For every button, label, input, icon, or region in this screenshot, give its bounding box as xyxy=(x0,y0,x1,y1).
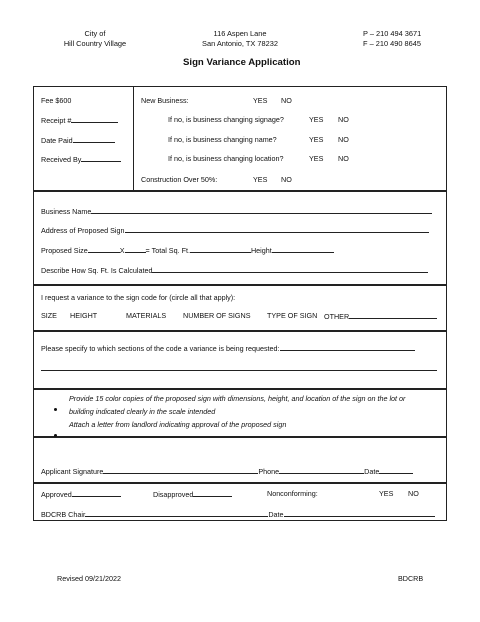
instruction-1-line-2: building indicated clearly in the scale intended xyxy=(69,407,216,416)
option-other[interactable]: OTHER xyxy=(324,312,350,321)
specify-section-box xyxy=(33,331,447,389)
describe-field[interactable] xyxy=(41,265,428,275)
q-signage-yes[interactable]: YES xyxy=(309,115,324,124)
chair-field[interactable] xyxy=(41,509,435,519)
describe-label: Describe How Sq. Ft. Is Calculated xyxy=(41,266,153,275)
nonconforming-yes[interactable]: YES xyxy=(379,489,394,498)
q-signage-label: If no, is business changing signage? xyxy=(168,115,284,124)
chair-date-line[interactable] xyxy=(284,509,435,517)
fax-number: F – 210 490 8645 xyxy=(363,39,421,48)
phone-line[interactable] xyxy=(279,466,364,474)
specify-line-1[interactable] xyxy=(280,343,415,351)
signature-date-label: Date xyxy=(364,467,380,476)
chair-label: BDCRB Chair xyxy=(41,510,86,519)
q-name-yes[interactable]: YES xyxy=(309,135,324,144)
proposed-size-label: Proposed Size xyxy=(41,246,88,255)
specify-field[interactable] xyxy=(41,343,415,353)
disapproved-field[interactable] xyxy=(153,489,232,499)
construction-yes[interactable]: YES xyxy=(253,175,268,184)
new-business-yes[interactable]: YES xyxy=(253,96,268,105)
nonconforming-label: Nonconforming: xyxy=(267,489,318,498)
form-code: BDCRB xyxy=(398,574,424,583)
total-sqft-line[interactable] xyxy=(190,245,251,253)
describe-line[interactable] xyxy=(152,265,428,273)
street-address: 116 Aspen Lane xyxy=(213,29,267,38)
q-location-no[interactable]: NO xyxy=(338,154,349,163)
received-by-label: Received By xyxy=(41,155,82,164)
receipt-label: Receipt # xyxy=(41,116,72,125)
approved-line[interactable] xyxy=(72,489,121,497)
size-length-line[interactable] xyxy=(125,245,146,253)
height-line[interactable] xyxy=(272,245,334,253)
q-name-no[interactable]: NO xyxy=(338,135,349,144)
new-business-no[interactable]: NO xyxy=(281,96,292,105)
new-business-label: New Business: xyxy=(141,96,189,105)
applicant-signature-line[interactable] xyxy=(103,466,258,474)
fee-section-divider xyxy=(133,86,134,191)
phone-number: P – 210 494 3671 xyxy=(363,29,422,38)
nonconforming-no[interactable]: NO xyxy=(408,489,419,498)
receipt-field[interactable] xyxy=(41,115,118,125)
bullet-1 xyxy=(54,398,57,416)
date-paid-line[interactable] xyxy=(73,135,115,143)
q-name-label: If no, is business changing name? xyxy=(168,135,277,144)
applicant-signature-label: Applicant Signature xyxy=(41,467,104,476)
date-paid-field[interactable] xyxy=(41,135,115,145)
phone-label: Phone xyxy=(258,467,280,476)
times-label: X xyxy=(119,246,125,255)
business-name-field[interactable] xyxy=(41,206,432,216)
option-type-of-sign[interactable]: TYPE OF SIGN xyxy=(267,311,318,320)
approved-field[interactable] xyxy=(41,489,121,499)
address-line[interactable] xyxy=(125,225,429,233)
disapproved-label: Disapproved xyxy=(153,490,194,499)
total-sqft-label: = Total Sq. Ft. xyxy=(145,246,190,255)
construction-no[interactable]: NO xyxy=(281,175,292,184)
q-signage-no[interactable]: NO xyxy=(338,115,349,124)
address-field[interactable] xyxy=(41,225,429,235)
specify-line-2[interactable] xyxy=(41,370,437,371)
option-materials[interactable]: MATERIALS xyxy=(126,311,167,320)
chair-date-label: Date xyxy=(268,510,284,519)
city-state-zip: San Antonio, TX 78232 xyxy=(202,39,278,48)
date-paid-label: Date Paid xyxy=(41,136,73,145)
form-title: Sign Variance Application xyxy=(183,57,301,68)
variance-request-label: I request a variance to the sign code for (circle all that apply): xyxy=(41,293,236,302)
revised-date: Revised 09/21/2022 xyxy=(57,574,121,583)
approved-label: Approved xyxy=(41,490,72,499)
received-by-line[interactable] xyxy=(81,154,121,162)
signature-field[interactable] xyxy=(41,466,413,476)
height-label: Height xyxy=(250,246,272,255)
variance-section-box xyxy=(33,285,447,331)
construction-label: Construction Over 50%: xyxy=(141,175,218,184)
specify-label: Please specify to which sections of the code a variance is being requested: xyxy=(41,344,280,353)
address-label: Address of Proposed Sign xyxy=(41,226,125,235)
business-name-label: Business Name xyxy=(41,207,92,216)
option-height[interactable]: HEIGHT xyxy=(70,311,98,320)
received-by-field[interactable] xyxy=(41,154,121,164)
instruction-2: Attach a letter from landlord indicating approval of the proposed sign xyxy=(69,420,287,429)
signature-date-line[interactable] xyxy=(379,466,413,474)
other-line[interactable] xyxy=(349,311,437,319)
option-number-of-signs[interactable]: NUMBER OF SIGNS xyxy=(183,311,251,320)
disapproved-line[interactable] xyxy=(193,489,232,497)
q-location-yes[interactable]: YES xyxy=(309,154,324,163)
proposed-size-field[interactable] xyxy=(41,245,334,255)
instruction-1-line-1: Provide 15 color copies of the proposed sign with dimensions, height, and location of the sign on the lot or xyxy=(69,394,406,403)
receipt-line[interactable] xyxy=(71,115,118,123)
option-size[interactable]: SIZE xyxy=(41,311,57,320)
q-location-label: If no, is business changing location? xyxy=(168,154,284,163)
chair-line[interactable] xyxy=(85,509,268,517)
signature-box xyxy=(33,437,447,483)
city-name: Hill Country Village xyxy=(63,39,127,48)
business-name-line[interactable] xyxy=(91,206,432,214)
city-label: City of xyxy=(84,29,106,38)
size-width-line[interactable] xyxy=(88,245,120,253)
fee-label: Fee $600 xyxy=(41,96,72,105)
option-other-field[interactable] xyxy=(324,311,437,321)
